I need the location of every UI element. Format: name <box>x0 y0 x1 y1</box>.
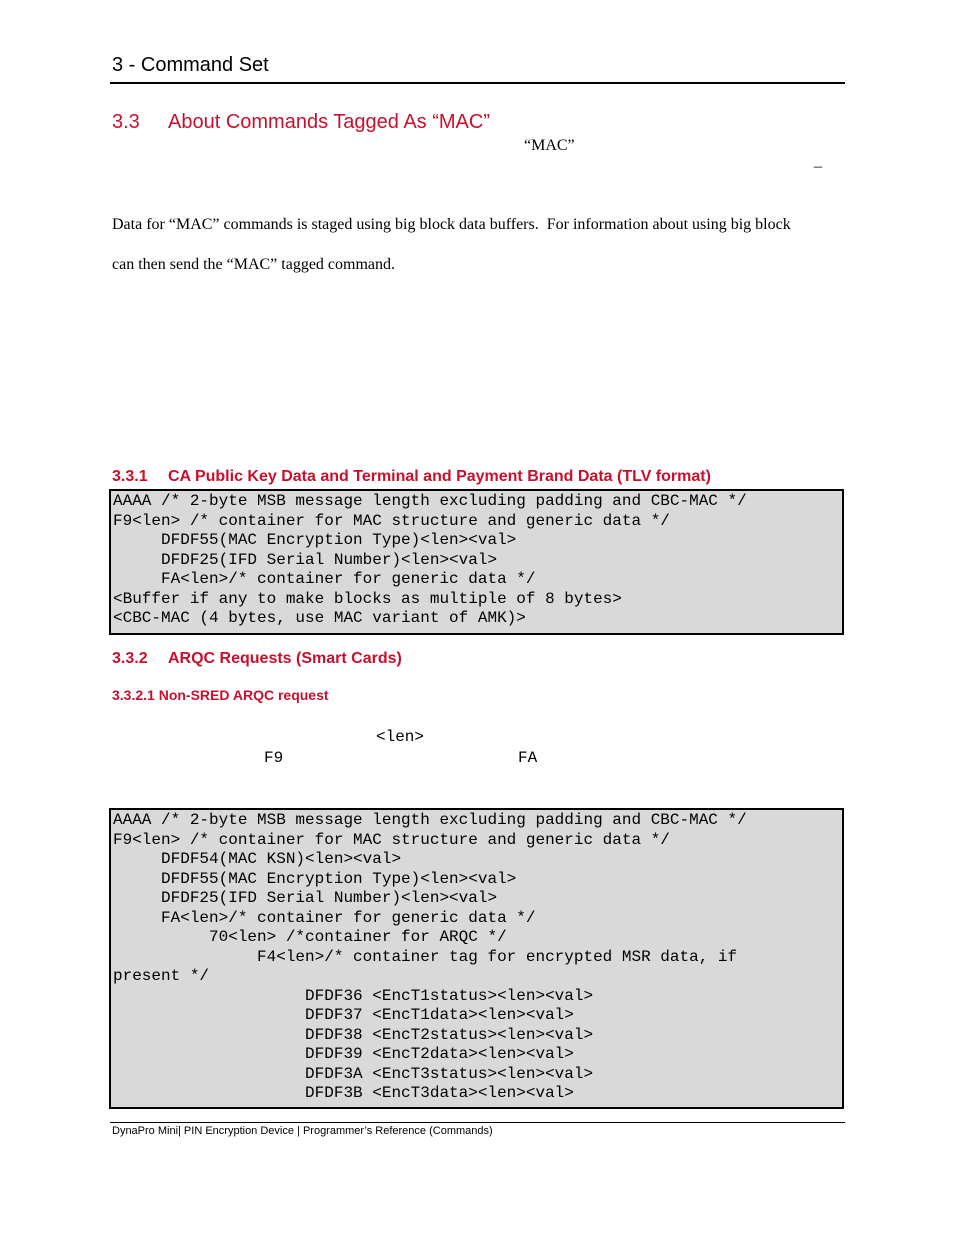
code-line: AAAA /* 2-byte MSB message length excluding padding and CBC-MAC */ <box>113 811 747 829</box>
code-line: DFDF25(IFD Serial Number)<len><val> <box>113 889 498 907</box>
subsubsection-heading: 3.3.2.1 Non-SRED ARQC request <box>112 687 329 703</box>
code-line: DFDF38 <EncT2status><len><val> <box>113 1025 594 1044</box>
page-footer: DynaPro Mini| PIN Encryption Device | Programmer’s Reference (Commands) <box>112 1125 493 1137</box>
subsection-heading-3-3-1 <box>112 468 711 486</box>
code-line: DFDF54(MAC KSN)<len><val> <box>113 850 402 868</box>
code-line: DFDF3A <EncT3status><len><val> <box>113 1064 594 1083</box>
subsection-heading-3-3-2 <box>112 650 402 668</box>
code-line: DFDF39 <EncT2data><len><val> <box>113 1045 574 1063</box>
code-line: DFDF3B <EncT3data><len><val> <box>113 1084 574 1102</box>
section-title: About Commands Tagged As “MAC” <box>168 111 491 133</box>
code-line: 70<len> /*container for ARQC */ <box>113 928 507 946</box>
code-line: present */ <box>113 967 210 985</box>
code-line: DFDF25(IFD Serial Number)<len><val> <box>113 550 498 569</box>
intro-mac-fragment: “MAC” <box>524 137 575 154</box>
subsection-number: 3.3.1 <box>112 468 148 485</box>
section-number: 3.3 <box>112 111 140 133</box>
code-block-tlv <box>109 489 844 635</box>
code-line: DFDF37 <EncT1data><len><val> <box>113 1006 574 1024</box>
code-line: <Buffer if any to make blocks as multiple of 8 bytes> <box>113 589 622 608</box>
inline-code-fa: FA <box>518 749 538 767</box>
code-line: <CBC-MAC (4 bytes, use MAC variant of AMK)> <box>113 609 526 627</box>
code-line: FA<len>/* container for generic data */ <box>113 908 536 927</box>
paragraph-line: Data for “MAC” commands is staged using big block data buffers. For information about using big block <box>112 216 791 233</box>
code-block-arqc <box>109 808 844 1109</box>
paragraph-line: can then send the “MAC” tagged command. <box>112 256 396 273</box>
header-rule <box>110 82 845 84</box>
footer-rule <box>110 1122 845 1123</box>
intro-dash-fragment: – <box>814 158 822 175</box>
code-line: FA<len>/* container for generic data */ <box>113 570 536 588</box>
subsection-number: 3.3.2 <box>112 650 148 667</box>
code-line: AAAA /* 2-byte MSB message length excluding padding and CBC-MAC */ <box>113 492 747 510</box>
inline-code-f9: F9 <box>264 749 284 767</box>
code-line: F4<len>/* container tag for encrypted MSR data, if <box>113 947 738 966</box>
code-line: F9<len> /* container for MAC structure and generic data */ <box>113 830 670 849</box>
page-header-title: 3 - Command Set <box>112 54 269 76</box>
inline-code-len: <len> <box>376 728 425 746</box>
code-line: DFDF55(MAC Encryption Type)<len><val> <box>113 869 517 888</box>
subsection-title: ARQC Requests (Smart Cards) <box>168 650 402 667</box>
code-line: F9<len> /* container for MAC structure and generic data */ <box>113 511 670 530</box>
code-line: DFDF55(MAC Encryption Type)<len><val> <box>113 531 517 549</box>
code-line: DFDF36 <EncT1status><len><val> <box>113 986 594 1005</box>
subsection-title: CA Public Key Data and Terminal and Payment Brand Data (TLV format) <box>168 468 711 485</box>
section-heading <box>112 111 490 134</box>
